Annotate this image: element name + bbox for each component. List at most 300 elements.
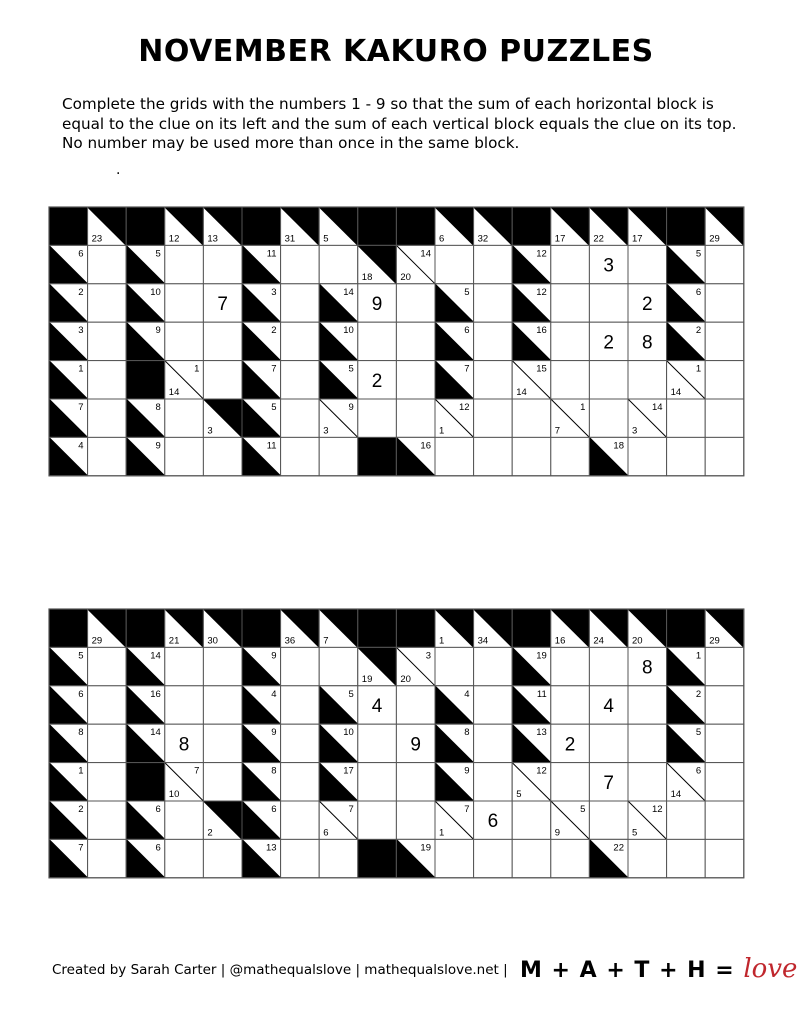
down-clue: 32: [477, 233, 489, 245]
cell-r6-c7[interactable]: [319, 839, 358, 877]
down-clue: 2: [207, 827, 213, 839]
cell-r6-c14: [589, 437, 628, 475]
cell-r3-c1[interactable]: [88, 322, 127, 360]
across-clue: 8: [271, 765, 277, 777]
cell-r5-c7: [319, 801, 358, 839]
across-clue: 6: [271, 804, 277, 815]
cell-r4-c4[interactable]: [203, 361, 242, 399]
cell-r6-c2: [126, 437, 165, 475]
cell-r1-c15[interactable]: [628, 647, 667, 685]
cell-r2-c17[interactable]: [705, 284, 744, 322]
cell-r4-c4[interactable]: [203, 763, 242, 801]
cell-r3-c15[interactable]: [628, 322, 667, 360]
cell-r1-c1[interactable]: [88, 245, 127, 283]
cell-r6-c4[interactable]: [203, 839, 242, 877]
down-clue: 17: [632, 233, 643, 245]
across-clue: 1: [695, 650, 702, 662]
cell-r0-c16: [667, 207, 706, 245]
cell-r5-c0: [49, 399, 88, 437]
cell-r5-c12[interactable]: [512, 399, 551, 437]
cell-r5-c10: [435, 801, 474, 839]
cell-r6-c15[interactable]: [628, 839, 667, 877]
cell-r1-c1[interactable]: [88, 647, 127, 685]
given-number: 8: [178, 734, 190, 756]
cell-r3-c9[interactable]: [396, 322, 435, 360]
cell-r2-c0: [49, 284, 88, 322]
down-clue: 20: [400, 673, 411, 685]
cell-r3-c8[interactable]: [358, 322, 397, 360]
cell-r1-c9: [396, 245, 435, 283]
down-clue: 36: [284, 635, 296, 647]
cell-r3-c7: [319, 724, 358, 762]
cell-r6-c10[interactable]: [435, 437, 474, 475]
cell-r6-c17[interactable]: [705, 839, 744, 877]
across-clue: 11: [266, 248, 277, 260]
across-clue: 1: [194, 363, 200, 375]
cell-r1-c6[interactable]: [281, 647, 320, 685]
cell-r3-c3[interactable]: [165, 724, 204, 762]
cell-r6-c1[interactable]: [88, 839, 127, 877]
cell-r0-c6: [281, 609, 320, 647]
across-clue: 19: [420, 842, 431, 854]
cell-r5-c3[interactable]: [165, 399, 204, 437]
cell-r1-c13[interactable]: [551, 245, 590, 283]
across-clue: 5: [78, 650, 84, 662]
across-clue: 12: [536, 286, 547, 298]
cell-r6-c10[interactable]: [435, 839, 474, 877]
cell-r3-c16: [667, 724, 706, 762]
cell-r2-c3[interactable]: [165, 686, 204, 724]
cell-r2-c1[interactable]: [88, 284, 127, 322]
across-clue: 18: [613, 440, 624, 452]
cell-r2-c7: [319, 284, 358, 322]
cell-r3-c12: [512, 322, 551, 360]
cell-r2-c16: [667, 686, 706, 724]
stray-dot: .: [116, 162, 121, 178]
across-clue: 10: [150, 286, 161, 298]
across-clue: 12: [536, 765, 547, 777]
cell-r1-c17[interactable]: [705, 647, 744, 685]
cell-r4-c5: [242, 361, 281, 399]
given-number: 2: [371, 370, 383, 392]
cell-r6-c12[interactable]: [512, 839, 551, 877]
cell-r5-c8[interactable]: [358, 399, 397, 437]
across-clue: 5: [695, 727, 702, 739]
cell-r1-c6[interactable]: [281, 245, 320, 283]
cell-r6-c4[interactable]: [203, 437, 242, 475]
cell-r4-c10: [435, 763, 474, 801]
cell-r1-c16: [667, 245, 706, 283]
cell-r0-c1: [88, 207, 127, 245]
across-clue: 4: [78, 440, 84, 452]
cell-r5-c17[interactable]: [705, 399, 744, 437]
cell-r2-c9[interactable]: [396, 686, 435, 724]
cell-r4-c8[interactable]: [358, 361, 397, 399]
across-clue: 17: [343, 765, 354, 777]
given-number: 9: [410, 734, 421, 756]
cell-r1-c12: [512, 245, 551, 283]
cell-r5-c6[interactable]: [281, 801, 320, 839]
cell-r0-c6: [281, 207, 320, 245]
cell-r3-c2: [126, 322, 165, 360]
down-clue: 29: [709, 233, 720, 245]
down-clue: 34: [477, 635, 489, 647]
across-clue: 7: [194, 765, 200, 777]
cell-r4-c9[interactable]: [396, 763, 435, 801]
down-clue: 5: [632, 827, 638, 839]
cell-r1-c11[interactable]: [474, 647, 513, 685]
cell-r4-c17[interactable]: [705, 763, 744, 801]
cell-r5-c3[interactable]: [165, 801, 204, 839]
cell-r6-c17[interactable]: [705, 437, 744, 475]
cell-r1-c12: [512, 647, 551, 685]
cell-r6-c16[interactable]: [667, 437, 706, 475]
across-clue: 16: [420, 440, 431, 452]
cell-r4-c9[interactable]: [396, 361, 435, 399]
cell-r3-c16: [667, 322, 706, 360]
cell-r5-c14[interactable]: [589, 399, 628, 437]
down-clue: 20: [632, 635, 643, 647]
across-clue: 16: [536, 325, 547, 337]
cell-r4-c0: [49, 361, 88, 399]
cell-r4-c3: [165, 763, 204, 801]
across-clue: 6: [695, 286, 702, 298]
cell-r2-c17[interactable]: [705, 686, 744, 724]
cell-r1-c13[interactable]: [551, 647, 590, 685]
cell-r5-c7: [319, 399, 358, 437]
across-clue: 1: [78, 765, 84, 777]
cell-r4-c1[interactable]: [88, 763, 127, 801]
across-clue: 10: [343, 727, 354, 739]
cell-r2-c4[interactable]: [203, 686, 242, 724]
cell-r0-c8: [358, 207, 397, 245]
cell-r2-c3[interactable]: [165, 284, 204, 322]
given-number: 7: [217, 294, 228, 315]
down-clue: 24: [593, 635, 604, 647]
down-clue: 22: [593, 233, 604, 245]
given-number: 2: [642, 294, 653, 315]
cell-r6-c6[interactable]: [281, 839, 320, 877]
down-clue: 16: [554, 635, 566, 647]
across-clue: 8: [78, 727, 84, 739]
cell-r2-c1[interactable]: [88, 686, 127, 724]
cell-r5-c11[interactable]: [474, 801, 513, 839]
cell-r4-c1[interactable]: [88, 361, 127, 399]
down-clue: 21: [168, 635, 180, 647]
across-clue: 13: [266, 842, 277, 854]
given-number: 3: [603, 255, 614, 277]
cell-r6-c11[interactable]: [474, 839, 513, 877]
down-clue: 14: [516, 387, 527, 398]
cell-r4-c14[interactable]: [589, 361, 628, 399]
cell-r5-c16[interactable]: [667, 399, 706, 437]
down-clue: 3: [207, 425, 213, 437]
across-clue: 7: [78, 402, 84, 413]
cell-r6-c2: [126, 839, 165, 877]
across-clue: 14: [420, 248, 431, 260]
cell-r2-c2: [126, 284, 165, 322]
cell-r1-c3[interactable]: [165, 647, 204, 685]
cell-r3-c5: [242, 322, 281, 360]
cell-r0-c4: [203, 207, 242, 245]
cell-r1-c10[interactable]: [435, 647, 474, 685]
cell-r3-c11[interactable]: [474, 322, 513, 360]
cell-r1-c17[interactable]: [705, 245, 744, 283]
cell-r4-c11[interactable]: [474, 361, 513, 399]
cell-r0-c14: [589, 609, 628, 647]
cell-r2-c5: [242, 284, 281, 322]
cell-r4-c11[interactable]: [474, 763, 513, 801]
across-clue: 7: [271, 363, 277, 375]
cell-r6-c15[interactable]: [628, 437, 667, 475]
cell-r0-c10: [435, 207, 474, 245]
cell-r6-c1[interactable]: [88, 437, 127, 475]
cell-r3-c11[interactable]: [474, 724, 513, 762]
cell-r3-c14[interactable]: [589, 724, 628, 762]
cell-r6-c5: [242, 839, 281, 877]
cell-r1-c14[interactable]: [589, 647, 628, 685]
cell-r0-c15: [628, 207, 667, 245]
cell-r3-c2: [126, 724, 165, 762]
cell-r2-c5: [242, 686, 281, 724]
cell-r5-c4: [203, 399, 242, 437]
cell-r5-c6[interactable]: [281, 399, 320, 437]
cell-r6-c0: [49, 839, 88, 877]
across-clue: 2: [78, 804, 84, 815]
across-clue: 12: [652, 804, 663, 815]
cell-r5-c16[interactable]: [667, 801, 706, 839]
cell-r2-c10: [435, 284, 474, 322]
cell-r2-c15[interactable]: [628, 284, 667, 322]
across-clue: 12: [536, 248, 547, 260]
cell-r3-c13[interactable]: [551, 322, 590, 360]
cell-r6-c5: [242, 437, 281, 475]
across-clue: 8: [155, 402, 161, 413]
cell-r4-c2: [126, 361, 165, 399]
cell-r1-c7[interactable]: [319, 245, 358, 283]
cell-r1-c4[interactable]: [203, 647, 242, 685]
across-clue: 14: [150, 650, 161, 662]
cell-r4-c10: [435, 361, 474, 399]
cell-r1-c9: [396, 647, 435, 685]
cell-r3-c13[interactable]: [551, 724, 590, 762]
across-clue: 14: [150, 727, 161, 739]
cell-r4-c15[interactable]: [628, 361, 667, 399]
down-clue: 7: [554, 425, 561, 437]
cell-r6-c3[interactable]: [165, 437, 204, 475]
cell-r4-c6[interactable]: [281, 763, 320, 801]
across-clue: 6: [78, 688, 84, 700]
cell-r1-c2: [126, 245, 165, 283]
cell-r5-c1[interactable]: [88, 801, 127, 839]
cell-r3-c1[interactable]: [88, 724, 127, 762]
across-clue: 19: [536, 650, 547, 662]
cell-r2-c9[interactable]: [396, 284, 435, 322]
cell-r5-c11[interactable]: [474, 399, 513, 437]
across-clue: 9: [155, 325, 161, 337]
cell-r2-c6[interactable]: [281, 284, 320, 322]
cell-r6-c13[interactable]: [551, 437, 590, 475]
cell-r4-c14[interactable]: [589, 763, 628, 801]
cell-r3-c6[interactable]: [281, 724, 320, 762]
given-number: 4: [603, 696, 614, 717]
across-clue: 11: [536, 688, 547, 700]
down-clue: 14: [670, 789, 682, 800]
cell-r4-c6[interactable]: [281, 361, 320, 399]
cell-r2-c14[interactable]: [589, 284, 628, 322]
across-clue: 5: [464, 286, 470, 298]
cell-r4-c13[interactable]: [551, 361, 590, 399]
cell-r0-c13: [551, 207, 590, 245]
cell-r6-c13[interactable]: [551, 839, 590, 877]
cell-r2-c11[interactable]: [474, 686, 513, 724]
cell-r4-c15[interactable]: [628, 763, 667, 801]
cell-r5-c9[interactable]: [396, 399, 435, 437]
down-clue: 18: [361, 271, 373, 283]
down-clue: 17: [554, 233, 566, 245]
across-clue: 9: [271, 650, 277, 662]
cell-r6-c6[interactable]: [281, 437, 320, 475]
cell-r5-c5: [242, 399, 281, 437]
cell-r6-c14: [589, 839, 628, 877]
cell-r1-c14[interactable]: [589, 245, 628, 283]
cell-r3-c0: [49, 724, 88, 762]
cell-r1-c7[interactable]: [319, 647, 358, 685]
cell-r1-c8: [358, 245, 397, 283]
across-clue: 6: [155, 842, 161, 854]
cell-r2-c8[interactable]: [358, 284, 397, 322]
down-clue: 29: [709, 635, 720, 647]
across-clue: 8: [464, 727, 470, 739]
cell-r3-c14[interactable]: [589, 322, 628, 360]
cell-r3-c8[interactable]: [358, 724, 397, 762]
cell-r6-c3[interactable]: [165, 839, 204, 877]
across-clue: 7: [348, 804, 354, 815]
cell-r2-c4[interactable]: [203, 284, 242, 322]
kakuro-grid-1: [48, 206, 745, 478]
cell-r5-c12[interactable]: [512, 801, 551, 839]
cell-r3-c0: [49, 322, 88, 360]
cell-r2-c8[interactable]: [358, 686, 397, 724]
cell-r1-c0: [49, 647, 88, 685]
cell-r3-c15[interactable]: [628, 724, 667, 762]
cell-r0-c17: [705, 609, 744, 647]
cell-r4-c17[interactable]: [705, 361, 744, 399]
cell-r6-c9: [396, 437, 435, 475]
down-clue: 30: [207, 635, 218, 647]
down-clue: 5: [323, 233, 329, 245]
cell-r6-c7[interactable]: [319, 437, 358, 475]
cell-r0-c2: [126, 609, 165, 647]
cell-r0-c12: [512, 207, 551, 245]
cell-r5-c10: [435, 399, 474, 437]
cell-r5-c13: [551, 801, 590, 839]
cell-r0-c9: [396, 207, 435, 245]
footer-credit: Created by Sarah Carter | @mathequalslove | mathequalslove.net |: [52, 962, 508, 978]
across-clue: 7: [464, 363, 470, 375]
given-number: 2: [603, 332, 614, 354]
across-clue: 9: [464, 765, 470, 777]
cell-r3-c12: [512, 724, 551, 762]
cell-r4-c16: [667, 361, 706, 399]
cell-r3-c17[interactable]: [705, 322, 744, 360]
cell-r1-c15[interactable]: [628, 245, 667, 283]
cell-r2-c16: [667, 284, 706, 322]
cell-r0-c10: [435, 609, 474, 647]
cell-r1-c11[interactable]: [474, 245, 513, 283]
cell-r3-c7: [319, 322, 358, 360]
cell-r1-c4[interactable]: [203, 245, 242, 283]
cell-r3-c4[interactable]: [203, 724, 242, 762]
down-clue: 31: [284, 233, 296, 245]
cell-r1-c0: [49, 245, 88, 283]
cell-r6-c11[interactable]: [474, 437, 513, 475]
across-clue: 15: [536, 363, 547, 375]
cell-r3-c10: [435, 322, 474, 360]
cell-r5-c9[interactable]: [396, 801, 435, 839]
cell-r0-c7: [319, 609, 358, 647]
cell-r5-c8[interactable]: [358, 801, 397, 839]
cell-r6-c12[interactable]: [512, 437, 551, 475]
cell-r3-c6[interactable]: [281, 322, 320, 360]
cell-r6-c16[interactable]: [667, 839, 706, 877]
cell-r5-c15: [628, 801, 667, 839]
across-clue: 2: [78, 286, 84, 298]
cell-r4-c13[interactable]: [551, 763, 590, 801]
cell-r4-c8[interactable]: [358, 763, 397, 801]
across-clue: 11: [266, 440, 277, 452]
cell-r0-c1: [88, 609, 127, 647]
cell-r0-c7: [319, 207, 358, 245]
cell-r2-c6[interactable]: [281, 686, 320, 724]
cell-r3-c17[interactable]: [705, 724, 744, 762]
down-clue: 14: [168, 387, 180, 398]
brand-logo: [520, 954, 797, 984]
across-clue: 9: [348, 402, 354, 413]
across-clue: 3: [425, 650, 431, 662]
cell-r1-c10[interactable]: [435, 245, 474, 283]
cell-r1-c3[interactable]: [165, 245, 204, 283]
cell-r0-c9: [396, 609, 435, 647]
across-clue: 2: [271, 325, 277, 337]
across-clue: 2: [695, 688, 702, 700]
given-number: 8: [642, 657, 653, 679]
given-number: 2: [564, 734, 576, 756]
down-clue: 29: [91, 635, 103, 647]
cell-r3-c3[interactable]: [165, 322, 204, 360]
cell-r0-c0: [49, 207, 88, 245]
cell-r5-c1[interactable]: [88, 399, 127, 437]
across-clue: 14: [343, 286, 354, 298]
cell-r4-c5: [242, 763, 281, 801]
across-clue: 6: [464, 325, 470, 337]
cell-r2-c13[interactable]: [551, 686, 590, 724]
cell-r5-c17[interactable]: [705, 801, 744, 839]
cell-r0-c3: [165, 207, 204, 245]
cell-r2-c15[interactable]: [628, 686, 667, 724]
cell-r3-c4[interactable]: [203, 322, 242, 360]
across-clue: 1: [78, 363, 84, 375]
cell-r2-c2: [126, 686, 165, 724]
cell-r4-c0: [49, 763, 88, 801]
cell-r2-c14[interactable]: [589, 686, 628, 724]
cell-r3-c9[interactable]: [396, 724, 435, 762]
down-clue: 23: [91, 233, 103, 245]
cell-r2-c11[interactable]: [474, 284, 513, 322]
cell-r2-c13[interactable]: [551, 284, 590, 322]
cell-r5-c14[interactable]: [589, 801, 628, 839]
cell-r5-c2: [126, 801, 165, 839]
